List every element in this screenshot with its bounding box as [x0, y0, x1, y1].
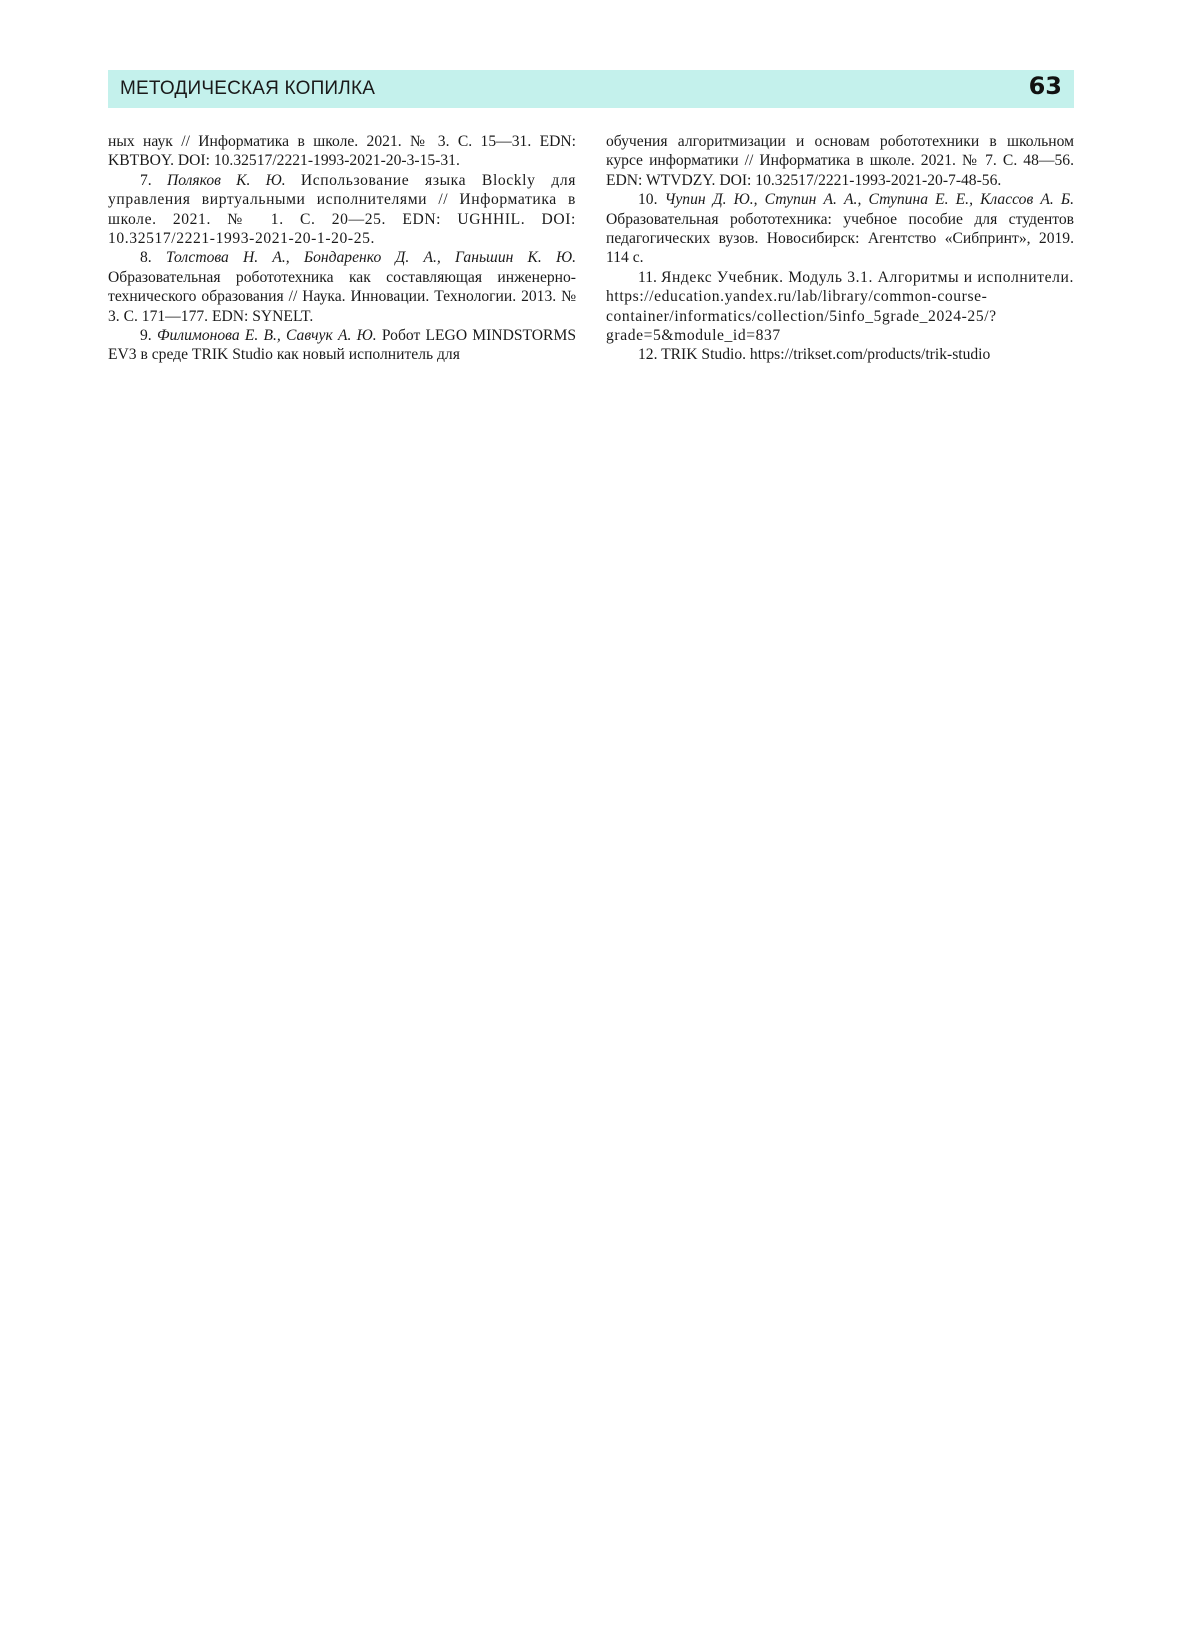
reference-item [108, 326, 576, 365]
reference-number: 12. [638, 346, 658, 364]
reference-item [108, 171, 576, 249]
reference-item [606, 132, 1074, 190]
reference-number: 9. [140, 327, 152, 345]
reference-item [606, 345, 1074, 364]
reference-number: 10. [638, 191, 658, 209]
reference-item [108, 248, 576, 326]
reference-item [108, 132, 576, 171]
reference-text: ных наук // Информатика в школе. 2021. № 3. С. 15—31. EDN: KBTBOY. DOI: 10.32517/2221-1993-2021-20-3-15-31. [108, 133, 576, 170]
page-number: 63 [1028, 72, 1062, 100]
reference-text: обучения алгоритмизации и основам робототехники в школьном курсе информатики // Информатика в школе. 2021. № 7. С. 48—56. EDN: WTVDZY. DOI: 10.32517/2221-1993-2021-20-7-48-56. [606, 133, 1074, 189]
reference-text: Образовательная робототехника как составляющая инженерно-технического образования // Наука. Инновации. Технологии. 2013. № 3. С. 171—177. EDN: SYNELT. [108, 268, 576, 325]
running-header [108, 70, 1074, 108]
references-column-left [108, 132, 576, 365]
reference-number: 11. [638, 268, 657, 286]
references-column-right [606, 132, 1074, 365]
reference-authors: Филимонова Е. В., Савчук А. Ю. [156, 327, 377, 345]
reference-text: Яндекс Учебник. Модуль 3.1. Алгоритмы и исполнители. https://education.yandex.ru/lab/library/common-course-container/informatics/collection/5info_5grade_2024-25/?grade=5&module_id=837 [606, 268, 1074, 345]
reference-authors: Чупин Д. Ю., Ступин А. А., Ступина Е. Е., Классов А. Б. [664, 191, 1074, 209]
reference-authors: Толстова Н. А., Бондаренко Д. А., Ганьшин К. Ю. [165, 249, 576, 267]
reference-text: TRIK Studio. https://trikset.com/products/trik-studio [661, 346, 991, 364]
reference-text: Робот LEGO MINDSTORMS EV3 в среде TRIK Studio как новый исполнитель для [108, 327, 576, 364]
section-title: МЕТОДИЧЕСКАЯ КОПИЛКА [120, 78, 376, 99]
reference-item [606, 268, 1074, 346]
reference-number: 8. [140, 249, 152, 267]
reference-item [606, 190, 1074, 268]
reference-number: 7. [140, 171, 152, 189]
reference-text: Образовательная робототехника: учебное пособие для студентов педагогических вузов. Новосибирск: Агентство «Сибпринт», 2019. 114 с. [606, 210, 1074, 267]
reference-text: Использование языка Blockly для управления виртуальными исполнителями // Информатика в школе. 2021. № 1. С. 20—25. EDN: UGHHIL. DOI: 10.32517/2221-1993-2021-20-1-20-25. [108, 171, 577, 248]
reference-authors: Поляков К. Ю. [166, 171, 286, 189]
